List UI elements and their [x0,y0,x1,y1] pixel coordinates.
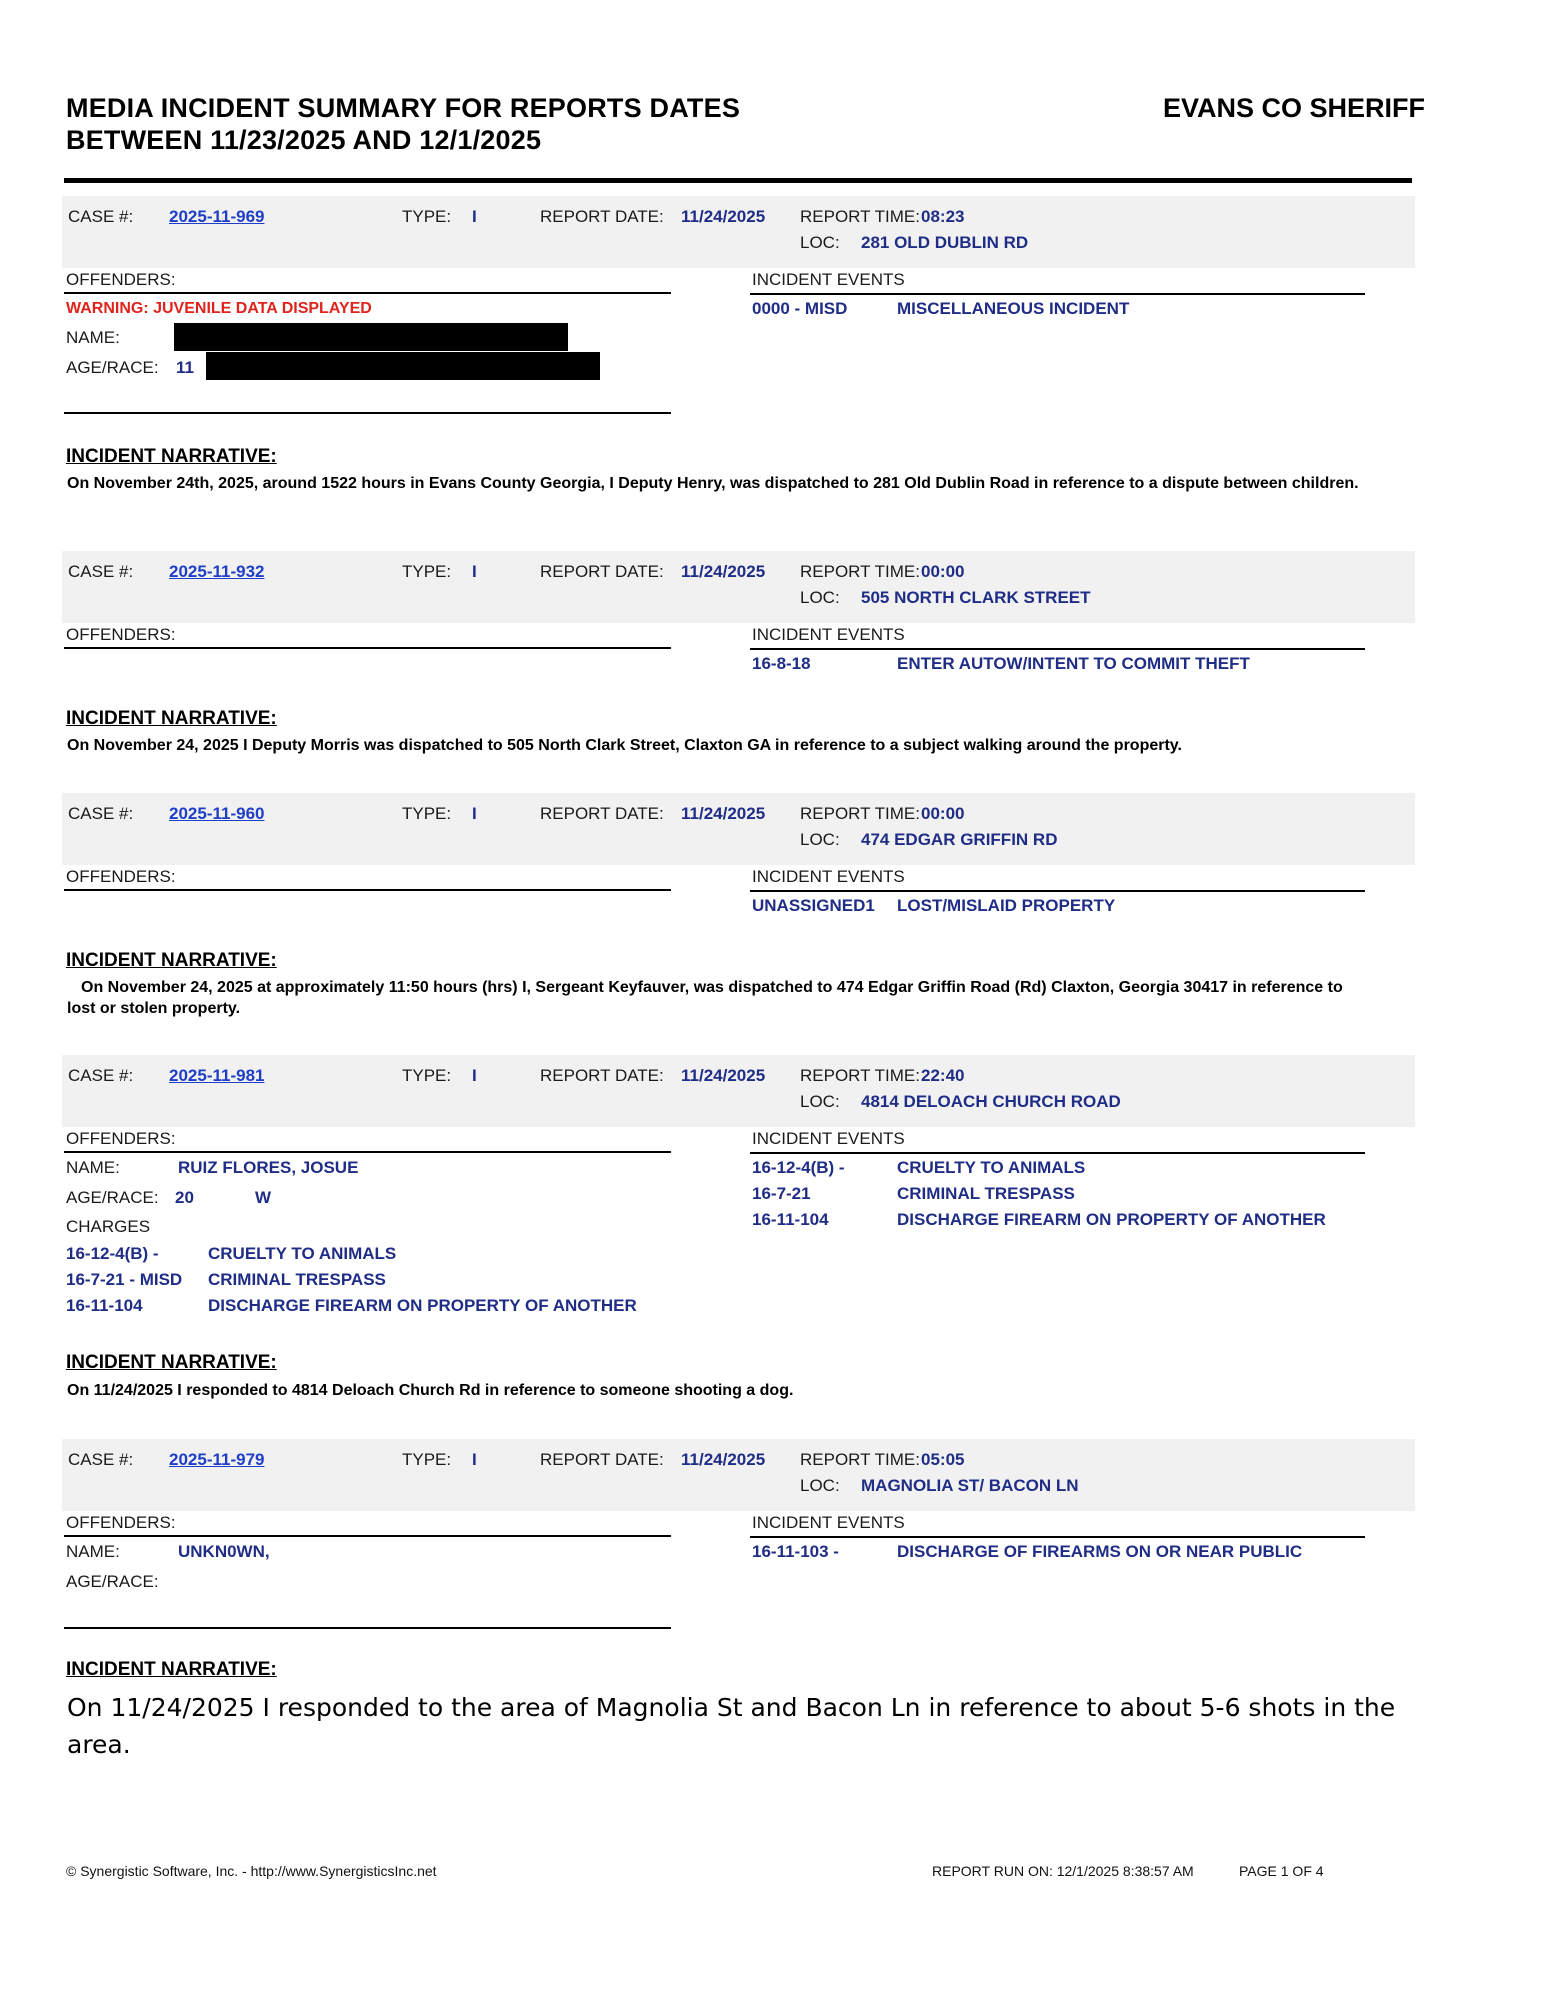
event-code: 16-8-18 [752,654,811,673]
type-value: I [472,804,477,823]
narrative-heading: INCIDENT NARRATIVE: [66,1352,277,1373]
agency-name: EVANS CO SHERIFF [1162,93,1425,123]
narrative-text: On November 24, 2025 at approximately 11:50 hours (hrs) I, Sergeant Keyfauver, was dispatched to 474 Edgar Griffin Road (Rd) Claxton, Georgia 30417 in reference to lost or stolen property. [67,979,1343,1017]
charge-code: 16-11-104 [66,1296,143,1315]
case-number-link[interactable]: 2025-11-981 [169,1066,265,1085]
event-code: 16-11-104 [752,1210,829,1229]
age-race-label: AGE/RACE: [66,358,159,377]
charges-label: CHARGES [66,1217,151,1236]
footer-report-run: REPORT RUN ON: 12/1/2025 8:38:57 AM [932,1863,1194,1879]
report-title-line1: MEDIA INCIDENT SUMMARY FOR REPORTS DATES [66,93,741,123]
offenders-end-rule [64,412,671,414]
narrative-heading: INCIDENT NARRATIVE: [66,1659,277,1680]
case-number-link[interactable]: 2025-11-969 [169,207,265,226]
report-time-label: REPORT TIME: [800,804,920,823]
loc-value: 505 NORTH CLARK STREET [861,588,1091,607]
case-header [62,1439,1415,1511]
report-title [66,92,740,156]
report-date-label: REPORT DATE: [540,804,664,823]
report-time-label: REPORT TIME: [800,207,920,226]
event-description: CRUELTY TO ANIMALS [897,1158,1086,1177]
report-time-value: 22:40 [921,1066,965,1085]
age-race-label: AGE/RACE: [66,1572,159,1591]
report-date-label: REPORT DATE: [540,562,664,581]
type-label: TYPE: [402,804,452,823]
report-date-label: REPORT DATE: [540,207,664,226]
type-value: I [472,1450,477,1469]
case-header [62,793,1415,865]
charge-description: CRIMINAL TRESPASS [208,1270,386,1289]
loc-value: 281 OLD DUBLIN RD [861,233,1029,252]
type-value: I [472,207,477,226]
offenders-rule [64,647,671,649]
report-date-value: 11/24/2025 [681,207,766,226]
case-number-link[interactable]: 2025-11-932 [169,562,265,581]
report-title-line2: BETWEEN 11/23/2025 AND 12/1/2025 [66,125,542,155]
incident-events-label: INCIDENT EVENTS [752,1513,905,1532]
event-description: MISCELLANEOUS INCIDENT [897,299,1130,318]
incident-events-label: INCIDENT EVENTS [752,867,905,886]
loc-label: LOC: [800,588,840,607]
narrative-text: On November 24th, 2025, around 1522 hours in Evans County Georgia, I Deputy Henry, was dispatched to 281 Old Dublin Road in reference to a dispute between children. [67,475,1359,492]
report-time-value: 00:00 [921,562,965,581]
offenders-label: OFFENDERS: [66,625,176,644]
incident-events-rule [750,293,1365,295]
report-date-value: 11/24/2025 [681,562,766,581]
incident-events-rule [750,648,1365,650]
report-time-value: 05:05 [921,1450,965,1469]
report-date-value: 11/24/2025 [681,1066,766,1085]
type-value: I [472,562,477,581]
loc-value: 4814 DELOACH CHURCH ROAD [861,1092,1121,1111]
type-label: TYPE: [402,1450,452,1469]
case-label: CASE #: [68,1450,134,1469]
charge-description: CRUELTY TO ANIMALS [208,1244,397,1263]
narrative-text: On November 24, 2025 I Deputy Morris was dispatched to 505 North Clark Street, Claxton GA in reference to a subject walking around the property. [67,737,1182,754]
event-description: ENTER AUTOW/INTENT TO COMMIT THEFT [897,654,1250,673]
case-header [62,551,1415,623]
report-time-label: REPORT TIME: [800,1450,920,1469]
incident-events-label: INCIDENT EVENTS [752,625,905,644]
event-code: 16-7-21 [752,1184,811,1203]
type-label: TYPE: [402,207,452,226]
incident-events-rule [750,890,1365,892]
event-description: LOST/MISLAID PROPERTY [897,896,1116,915]
case-header [62,1055,1415,1127]
footer-copyright: © Synergistic Software, Inc. - http://www.SynergisticsInc.net [66,1863,437,1879]
age-value: 11 [176,358,194,377]
incident-events-label: INCIDENT EVENTS [752,1129,905,1148]
offenders-end-rule [64,1627,671,1629]
narrative-heading: INCIDENT NARRATIVE: [66,446,277,467]
age-race-label: AGE/RACE: [66,1188,159,1207]
report-time-value: 00:00 [921,804,965,823]
case-label: CASE #: [68,804,134,823]
loc-label: LOC: [800,1476,840,1495]
event-code: UNASSIGNED1 [752,896,875,915]
report-date-label: REPORT DATE: [540,1066,664,1085]
charge-code: 16-7-21 - MISD [66,1270,183,1289]
narrative-text: On 11/24/2025 I responded to 4814 Deloach Church Rd in reference to someone shooting a dog. [67,1382,794,1399]
case-label: CASE #: [68,562,134,581]
type-label: TYPE: [402,562,452,581]
offenders-label: OFFENDERS: [66,1129,176,1148]
case-header [62,196,1415,268]
loc-label: LOC: [800,233,840,252]
report-date-label: REPORT DATE: [540,1450,664,1469]
name-label: NAME: [66,328,120,347]
offenders-rule [64,1151,671,1153]
event-code: 0000 - MISD [752,299,848,318]
case-number-link[interactable]: 2025-11-960 [169,804,265,823]
offender-name: UNKN0WN, [178,1542,270,1561]
narrative-text: On 11/24/2025 I responded to the area of Magnolia St and Bacon Ln in reference to about 5-6 shots in the area. [67,1693,1396,1759]
offenders-rule [64,292,671,294]
case-label: CASE #: [68,207,134,226]
loc-label: LOC: [800,830,840,849]
loc-value: 474 EDGAR GRIFFIN RD [861,830,1058,849]
offenders-rule [64,889,671,891]
header-divider [64,178,1412,183]
report-time-value: 08:23 [921,207,965,226]
name-label: NAME: [66,1158,120,1177]
race-value: W [255,1188,272,1207]
incident-events-label: INCIDENT EVENTS [752,270,905,289]
loc-label: LOC: [800,1092,840,1111]
report-date-value: 11/24/2025 [681,1450,766,1469]
event-description: CRIMINAL TRESPASS [897,1184,1075,1203]
redaction-bar [174,323,568,351]
charge-code: 16-12-4(B) - [66,1244,159,1263]
type-value: I [472,1066,477,1085]
report-date-value: 11/24/2025 [681,804,766,823]
narrative-heading: INCIDENT NARRATIVE: [66,950,277,971]
name-label: NAME: [66,1542,120,1561]
footer-page-number: PAGE 1 OF 4 [1239,1863,1324,1879]
offenders-rule [64,1535,671,1537]
juvenile-warning: WARNING: JUVENILE DATA DISPLAYED [66,300,372,317]
report-time-label: REPORT TIME: [800,562,920,581]
offenders-label: OFFENDERS: [66,1513,176,1532]
redaction-bar [206,352,600,380]
charge-description: DISCHARGE FIREARM ON PROPERTY OF ANOTHER [208,1296,637,1315]
narrative-heading: INCIDENT NARRATIVE: [66,708,277,729]
event-description: DISCHARGE OF FIREARMS ON OR NEAR PUBLIC [897,1542,1303,1561]
type-label: TYPE: [402,1066,452,1085]
loc-value: MAGNOLIA ST/ BACON LN [861,1476,1079,1495]
event-description: DISCHARGE FIREARM ON PROPERTY OF ANOTHER [897,1210,1326,1229]
event-code: 16-11-103 - [752,1542,839,1561]
case-label: CASE #: [68,1066,134,1085]
event-code: 16-12-4(B) - [752,1158,845,1177]
incident-events-rule [750,1536,1365,1538]
offenders-label: OFFENDERS: [66,867,176,886]
incident-events-rule [750,1152,1365,1154]
offender-name: RUIZ FLORES, JOSUE [178,1158,359,1177]
case-number-link[interactable]: 2025-11-979 [169,1450,265,1469]
age-value: 20 [175,1188,194,1207]
offenders-label: OFFENDERS: [66,270,176,289]
report-time-label: REPORT TIME: [800,1066,920,1085]
